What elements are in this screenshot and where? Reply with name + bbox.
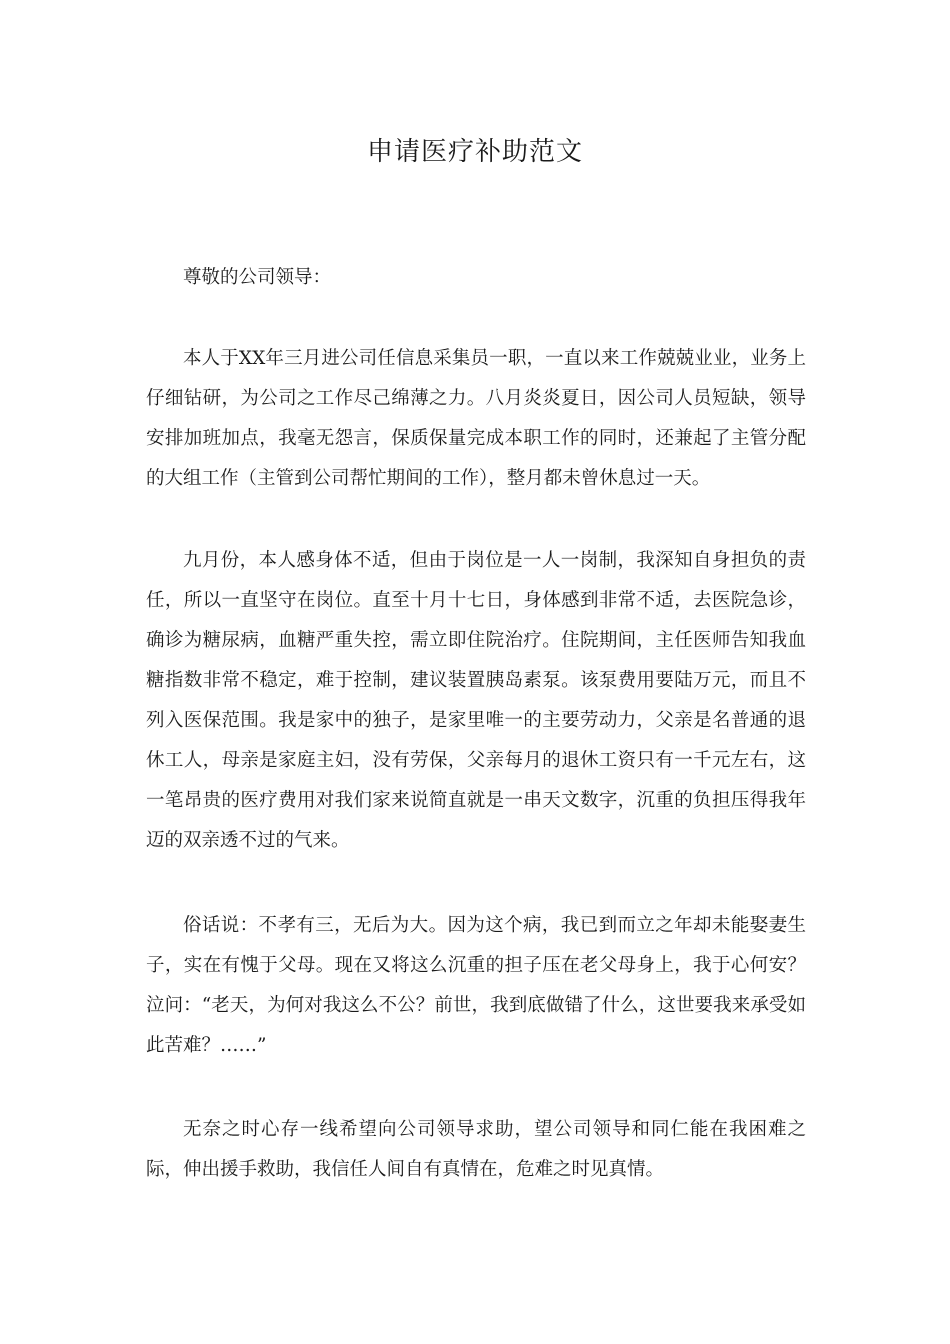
salutation: 尊敬的公司领导： [183,267,332,288]
body-paragraph-1: 本人于XX年三月进公司任信息采集员一职，一直以来工作兢兢业业，业务上仔细钻研，为公司之工作尽己绵薄之力。八月炎炎夏日，因公司人员短缺，领导安排加班加点，我毫无怨言，保质保量完成本职工作的同时，还兼起了主管分配的大组工作（主管到公司帮忙期间的工作），整月都未曾休息过一天。 [146,348,806,489]
body-paragraph-4: 无奈之时心存一线希望向公司领导求助，望公司领导和同仁能在我困难之际，伸出援手救助，我信任人间自有真情在，危难之时见真情。 [146,1119,806,1180]
body-paragraph-2: 九月份，本人感身体不适，但由于岗位是一人一岗制，我深知自身担负的责任，所以一直坚守在岗位。直至十月十七日，身体感到非常不适，去医院急诊，确诊为糖尿病，血糖严重失控，需立即住院治疗。住院期间，主任医师告知我血糖指数非常不稳定，难于控制，建议装置胰岛素泵。该泵费用要陆万元，而且不列入医保范围。我是家中的独子，是家里唯一的主要劳动力，父亲是名普通的退休工人，母亲是家庭主妇，没有劳保，父亲每月的退休工资只有一千元左右，这一笔昂贵的医疗费用对我们家来说简直就是一串天文数字，沉重的负担压得我年迈的双亲透不过的气来。 [146,550,806,851]
document-title: 申请医疗补助范文 [366,137,583,167]
body-paragraph-3: 俗话说：不孝有三，无后为大。因为这个病，我已到而立之年却未能娶妻生子，实在有愧于父母。现在又将这么沉重的担子压在老父母身上，我于心何安？泣问：“老天，为何对我这么不公？前世，我到底做错了什么，这世要我来承受如此苦难？……” [146,915,806,1056]
